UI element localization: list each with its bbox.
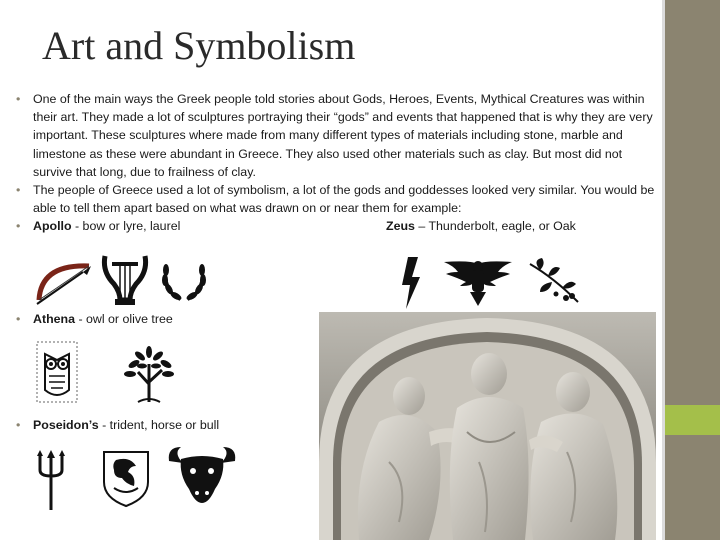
bullet-art: • One of the main ways the Greek people told stories about Gods, Heroes, Events, Mythical Creatures was within their art. They made a lot of sculptures portraying their “gods” and events that happened that is why they are very important. These sculptures where made from many different types of materials including stone, marble and limestone as these were abundant in Greece. They also used other materials such as clay. But most did not survive that long, due to frailness of clay. <box>16 90 656 181</box>
bullet-apollo-zeus <box>16 217 656 235</box>
laurel-icon <box>160 260 208 304</box>
olive-tree-icon <box>118 342 180 404</box>
bullet-athena <box>16 310 173 328</box>
sidebar-accent-bar <box>665 405 720 435</box>
zeus-symbols: – Thunderbolt, eagle, or Oak <box>414 219 576 234</box>
bullet-list <box>16 90 656 236</box>
thunderbolt-icon <box>400 255 422 311</box>
apollo-name: Apollo <box>33 219 72 234</box>
bullet-symbolism: • The people of Greece used a lot of symbolism, a lot of the gods and goddesses looked very similar. You would be able to tell them apart based on what was drawn on or near them for example: <box>16 181 656 217</box>
athena-symbols: - owl or olive tree <box>75 312 173 326</box>
eagle-icon <box>440 256 516 308</box>
oak-icon <box>526 256 584 306</box>
trident-icon <box>36 448 66 512</box>
poseidon-name: Poseidon’s <box>33 418 99 432</box>
sculpture-photo <box>319 312 656 540</box>
bow-icon <box>33 258 95 306</box>
zeus-name: Zeus <box>386 219 415 234</box>
apollo-symbols: - bow or lyre, laurel <box>71 219 181 234</box>
bull-icon <box>163 443 241 507</box>
poseidon-symbols: - trident, horse or bull <box>98 418 220 432</box>
lyre-icon <box>100 252 150 308</box>
owl-icon <box>35 340 79 404</box>
slide-sidebar <box>665 0 720 540</box>
horse-crest-icon <box>100 448 152 508</box>
bullet-poseidon <box>16 416 219 434</box>
athena-name: Athena <box>33 312 75 326</box>
slide-title: Art and Symbolism <box>42 23 356 68</box>
